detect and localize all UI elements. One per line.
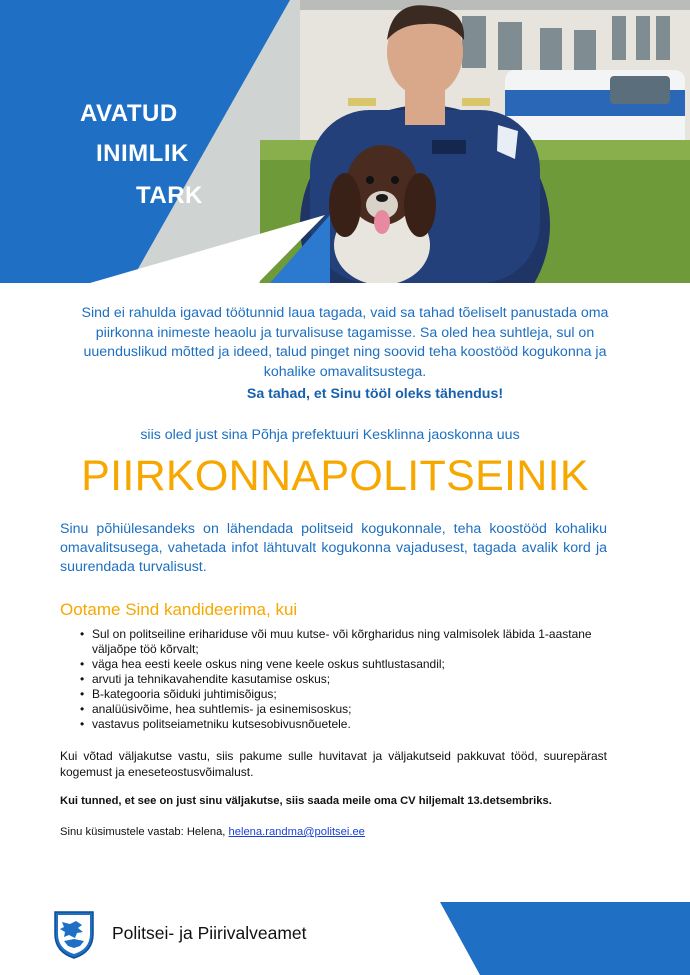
value-smart: TARK [136, 182, 203, 209]
contact-email-link[interactable]: helena.randma@politsei.ee [228, 826, 365, 838]
meaning-statement: Sa tahad, et Sinu tööl oleks tähendus! [246, 386, 504, 402]
requirements-heading: Ootame Sind kandideerima, kui [60, 600, 298, 619]
hero-banner [0, 0, 690, 283]
list-item: • väga hea eesti keele oskus ning vene keele oskus suhtlustasandil; [78, 657, 598, 672]
list-item: • arvuti ja tehnikavahendite kasutamise oskus; [78, 672, 598, 687]
position-lead: siis oled just sina Põhja prefektuuri Kesklinna jaoskonna uus [140, 427, 520, 443]
list-item: • Sul on politseiline erihariduse või muu kutse- või kõrgharidus ning valmisolek läbida 1-aastane väljaõpe töö kõrvalt; [78, 627, 598, 657]
value-humane: INIMLIK [96, 140, 189, 167]
contact-prefix: Sinu küsimustele vastab: Helena, [60, 826, 226, 838]
corner-decoration [440, 902, 690, 975]
offer-text: Kui võtad väljakutse vastu, siis pakume sulle huvitavat ja väljakutseid pakkuvat tööd, suurepärast kogemust ja eneseteostusvõimalust. [60, 749, 607, 779]
job-title: PIIRKONNAPOLITSEINIK [81, 452, 589, 500]
contact-line [60, 826, 365, 838]
value-open: AVATUD [80, 100, 178, 127]
intro-text: Sind ei rahulda igavad töötunnid laua tagada, vaid sa tahad tõeliselt panustada oma piirkonna inimeste heaolu ja turvalisuse tagamisse. Sa oled hea suhtleja, sul on uuenduslikud mõtted ja ideed, talud pinget ning soovid teha koostööd kogukonna ja kohalike omavalitsustega. [81, 305, 609, 380]
police-emblem-icon [52, 908, 96, 960]
list-item: • vastavus politseiametniku kutsesobivusnõuetele. [78, 717, 598, 732]
organization-name: Politsei- ja Piirivalveamet [112, 923, 307, 943]
list-item: • analüüsivõime, hea suhtlemis- ja esinemisoskus; [78, 702, 598, 717]
main-duty-text: Sinu põhiülesandeks on lähendada politseid kogukonnale, teha koostööd kohaliku omavalitsusega, vahetada infot lähtuvalt kogukonna vajadusest, tagada avalik kord ja suurendada turvalisust. [60, 521, 607, 575]
list-item: • B-kategooria sõiduki juhtimisõigus; [78, 687, 598, 702]
requirements-list [78, 627, 598, 732]
apply-deadline: Kui tunned, et see on just sinu väljakutse, siis saada meile oma CV hiljemalt 13.detsembriks. [60, 795, 552, 807]
